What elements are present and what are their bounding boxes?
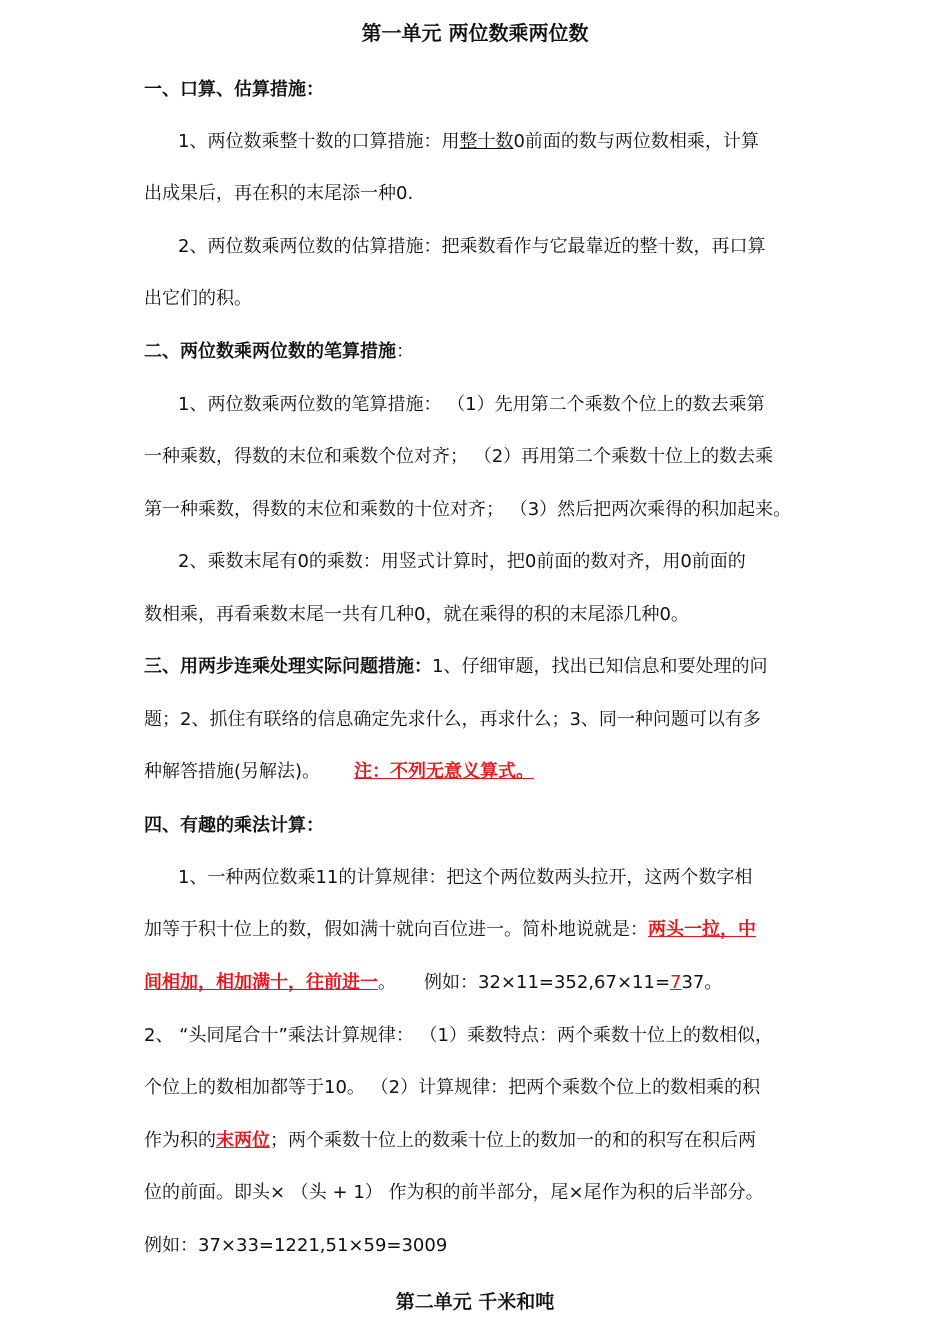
section-2-paragraph-1-line-1: 1、两位数乘两位数的笔算措施： （1）先用第二个乘数个位上的数去乘第 [178,394,765,415]
section-2-paragraph-2-line-2: 数相乘，再看乘数末尾一共有几种0，就在乘得的积的末尾添几种0。 [144,604,689,625]
section-1-paragraph-2-line-1: 2、两位数乘两位数的估算措施：把乘数看作与它最靠近的整十数，再口算 [178,236,766,257]
text-segment: 1、仔细审题，找出已知信息和要处理的问 [432,656,768,677]
section-2-paragraph-1-line-2: 一种乘数，得数的末位和乘数个位对齐； （2）再用第二个乘数十位上的数去乘 [144,446,774,467]
section-4-example: 例如：37×33=1221,51×59=3009 [144,1235,448,1256]
section-4-paragraph-2-line-4: 位的前面。即头× （头 + 1） 作为积的前半部分，尾×尾作为积的后半部分。 [144,1182,764,1203]
section-2-paragraph-2-line-1: 2、乘数末尾有0的乘数：用竖式计算时，把0前面的数对齐，用0前面的 [178,551,746,572]
unit-1-title: 第一单元 两位数乘两位数 [361,21,589,45]
section-4-paragraph-2-line-2: 个位上的数相加都等于10。 （2）计算规律：把两个乘数个位上的数相乘的积 [144,1077,761,1098]
text-segment: ；两个乘数十位上的数乘十位上的数加一的和的积写在积后两 [270,1130,756,1151]
red-highlight: 末两位 [216,1130,270,1151]
section-1-paragraph-2-line-2: 出它们的积。 [144,288,252,309]
red-note: 注：不列无意义算式。 [354,761,535,782]
section-1-paragraph-1-line-2: 出成果后，再在积的末尾添一种0. [144,183,414,204]
text-segment: 。 [378,972,396,993]
text-segment: 1、两位数乘整十数的口算措施：用 [178,131,460,152]
red-digit: 7 [670,972,682,993]
section-4-paragraph-2-line-3 [144,1128,756,1154]
example-text: 例如：32×11=352,67×11= [424,972,671,993]
section-3-line-2: 题；2、抓住有联络的信息确定先求什么，再求什么；3、同一种问题可以有多 [144,709,761,730]
text-segment: 作为积的 [144,1130,216,1151]
section-1-heading: 一、口算、估算措施： [144,79,324,100]
red-highlight: 两头一拉，中 [648,919,756,940]
section-3-line-1 [144,654,767,680]
section-2-paragraph-1-line-3: 第一种乘数，得数的末位和乘数的十位对齐； （3）然后把两次乘得的积加起来。 [144,499,792,520]
section-4-paragraph-1-line-1: 1、一种两位数乘11的计算规律：把这个两位数两头拉开，这两个数字相 [178,867,753,888]
section-4-heading: 四、有趣的乘法计算： [144,815,324,836]
unit-2-title: 第二单元 千米和吨 [395,1291,555,1313]
red-highlight: 间相加，相加满十，往前进一 [144,972,378,993]
underlined-term: 整十数 [459,131,514,152]
section-2-heading-line [144,339,414,365]
example-text: 37。 [681,972,723,993]
section-1-paragraph-1-line-1 [178,129,759,155]
text-segment: 加等于积十位上的数，假如满十就向百位进一。简朴地说就是： [144,919,648,940]
text-segment: 0前面的数与两位数相乘，计算 [513,131,759,152]
section-3-line-3 [144,759,534,785]
section-4-paragraph-2-line-1: 2、 “头同尾合十”乘法计算规律： （1）乘数特点：两个乘数十位上的数相似， [144,1025,773,1046]
section-4-paragraph-1-line-3 [144,970,722,996]
text-segment: 种解答措施(另解法)。 [144,761,321,782]
heading-colon: ： [396,341,414,362]
section-4-paragraph-1-line-2 [144,917,756,943]
section-3-heading: 三、用两步连乘处理实际问题措施： [144,656,432,677]
section-2-heading: 二、两位数乘两位数的笔算措施 [144,341,396,362]
